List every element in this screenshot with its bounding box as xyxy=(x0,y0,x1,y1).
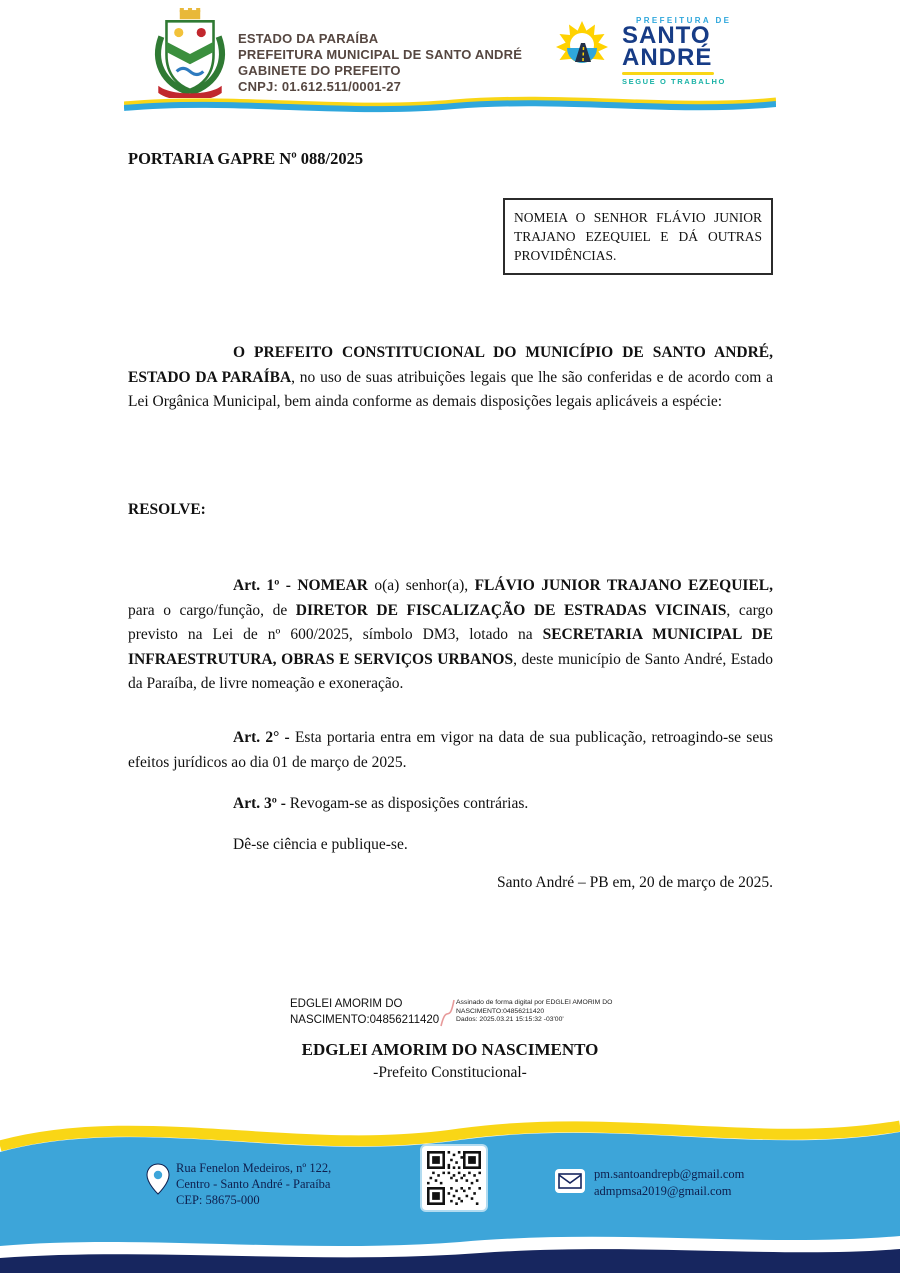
envelope-icon xyxy=(554,1168,586,1194)
org-line-city-hall: PREFEITURA MUNICIPAL DE SANTO ANDRÉ xyxy=(238,47,523,62)
summary-box: NOMEIA O SENHOR FLÁVIO JUNIOR TRAJANO EZEQUIEL E DÁ OUTRAS PROVIDÊNCIAS. xyxy=(503,198,773,275)
dateline: Santo André – PB em, 20 de março de 2025. xyxy=(497,874,773,891)
footer-emails xyxy=(594,1166,744,1200)
org-line-state: ESTADO DA PARAÍBA xyxy=(238,31,379,46)
document-title: PORTARIA GAPRE Nº 088/2025 xyxy=(128,149,364,168)
coat-of-arms-icon xyxy=(150,8,230,98)
article-3: Art. 3º - Revogam-se as disposições contrárias. xyxy=(233,795,529,812)
logo-tagline: SEGUE O TRABALHO xyxy=(622,77,726,86)
signature-mark-icon xyxy=(437,996,457,1030)
address-line1: Rua Fenelon Medeiros, nº 122, xyxy=(176,1161,332,1175)
footer-address xyxy=(176,1160,331,1208)
digital-signature-detail-line1: Assinado de forma digital por EDGLEI AMORIM DO NASCIMENTO:04856211420 xyxy=(456,999,613,1015)
city-logo-text xyxy=(622,16,731,86)
preamble-paragraph: O PREFEITO CONSTITUCIONAL DO MUNICÍPIO DE SANTO ANDRÉ, ESTADO DA PARAÍBA, no uso de suas atribuições legais que lhe são conferidas e de acordo com a Lei Orgânica Municipal, bem ainda conforme as demais disposições legais aplicáveis a espécie: xyxy=(128,344,773,410)
logo-city-line2: ANDRÉ xyxy=(622,44,713,71)
closing-line: Dê-se ciência e publique-se. xyxy=(233,836,408,853)
digital-signature-details xyxy=(456,999,614,1025)
sun-road-logo-icon xyxy=(552,20,616,80)
digital-signature-name: EDGLEI AMORIM DO NASCIMENTO:04856211420 xyxy=(290,998,440,1026)
address-line2: Centro - Santo André - Paraíba xyxy=(176,1177,331,1191)
logo-pre-label: PREFEITURA DE xyxy=(636,16,732,25)
digital-signature-detail-line2: Dados: 2025.03.21 15:15:32 -03'00' xyxy=(456,1016,564,1024)
qr-code xyxy=(422,1146,486,1210)
city-logo xyxy=(552,16,731,86)
location-pin-icon xyxy=(146,1163,170,1195)
qr-code-pattern-icon xyxy=(427,1151,481,1205)
header-wave-separator xyxy=(124,96,776,116)
logo-yellow-rule xyxy=(622,72,714,75)
org-line-office: GABINETE DO PREFEITO xyxy=(238,63,401,78)
article-2: Art. 2° - Esta portaria entra em vigor na data de sua publicação, retroagindo-se seus efeitos jurídicos ao dia 01 de março de 2025. xyxy=(128,729,773,771)
signer-role: -Prefeito Constitucional- xyxy=(373,1064,527,1081)
email-line2: admpmsa2019@gmail.com xyxy=(594,1184,732,1198)
email-line1: pm.santoandrepb@gmail.com xyxy=(594,1167,745,1181)
signer-name: EDGLEI AMORIM DO NASCIMENTO xyxy=(301,1040,599,1059)
resolve-heading: RESOLVE: xyxy=(128,501,206,518)
address-line3: CEP: 58675-000 xyxy=(176,1193,260,1207)
logo-city-line1: SANTO xyxy=(622,22,711,49)
org-line-cnpj: CNPJ: 01.612.511/0001-27 xyxy=(238,79,402,94)
header-org-text xyxy=(238,31,522,95)
article-1: Art. 1º - NOMEAR o(a) senhor(a), FLÁVIO JUNIOR TRAJANO EZEQUIEL, para o cargo/função, de DIRETOR DE FISCALIZAÇÃO DE ESTRADAS VICINAIS, cargo previsto na Lei de nº 600/2025, símbolo DM3, lotado na SECRETARIA MUNICIPAL DE INFRAESTRUTURA, OBRAS E SERVIÇOS URBANOS, deste município de Santo André, Estado da Paraíba, de livre nomeação e exoneração. xyxy=(128,577,773,692)
